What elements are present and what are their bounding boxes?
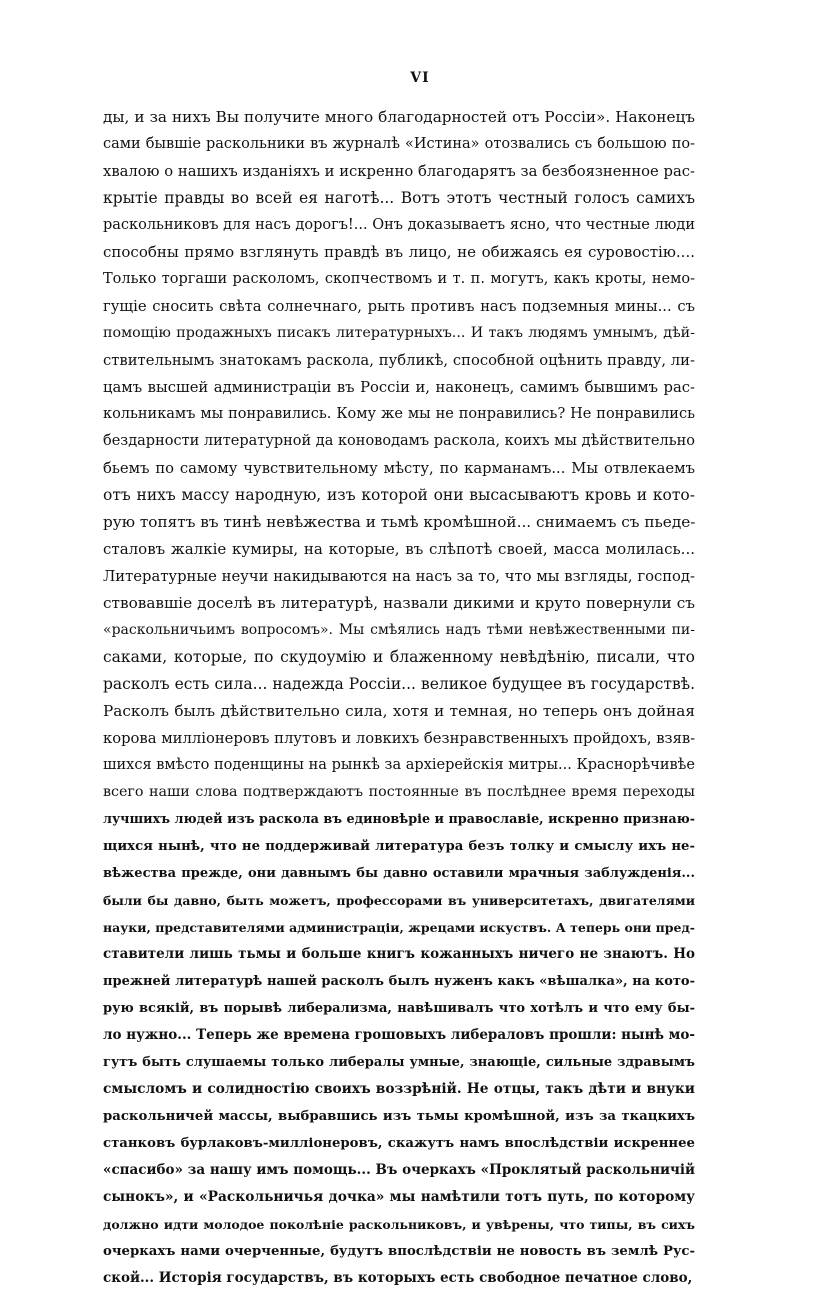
text-line: лучшихъ людей изъ раскола въ единовѣріе и православіе, искренно признаю- xyxy=(103,812,695,827)
text-line: сынокъ», и «Раскольничья дочка» мы намѣтили тотъ путь, по которому xyxy=(103,1189,695,1205)
text-line: рую топятъ въ тинѣ невѣжества и тьмѣ кромѣшной... снимаемъ съ пьеде- xyxy=(103,513,695,531)
text-line: вѣжества прежде, они давнымъ бы давно оставили мрачныя заблужденія... xyxy=(103,866,695,881)
text-line: шихся вмѣсто поденщины на рынкѣ за архіерейскія митры... Краснорѣчивѣе xyxy=(103,757,695,773)
text-line: рую всякій, въ порывѣ либерализма, навѣшивалъ что хотѣлъ и что ему бы- xyxy=(103,1001,695,1016)
text-line: крытіе правды во всей ея наготѣ... Вотъ этотъ честный голосъ самихъ xyxy=(103,189,695,207)
text-line: «спасибо» за нашу имъ помощь... Въ очеркахъ «Проклятый раскольничій xyxy=(103,1162,695,1178)
text-line: сталовъ жалкіе кумиры, на которые, въ слѣпотѣ своей, масса молилась... xyxy=(103,540,695,558)
text-line: бездарности литературной да коноводамъ раскола, коихъ мы дѣйствительно xyxy=(103,433,695,449)
text-line: прежней литературѣ нашей расколъ былъ нуженъ какъ «вѣшалка», на кото- xyxy=(103,974,695,989)
text-line: станковъ бурлаковъ-милліонеровъ, скажутъ намъ впослѣдствіи искреннее xyxy=(103,1136,695,1151)
text-line: расколъ есть сила... надежда Россіи... великое будущее въ государствѣ. xyxy=(103,675,695,693)
body-text xyxy=(103,104,695,1292)
text-line: хвалою о нашихъ изданіяхъ и искренно благодарятъ за безбоязненное рас- xyxy=(103,163,695,180)
text-line: смысломъ и солидностію своихъ воззрѣній. Не отцы, такъ дѣти и внуки xyxy=(103,1081,695,1097)
text-line: ло нужно... Теперь же времена грошовыхъ либераловъ прошли: нынѣ мо- xyxy=(103,1027,695,1043)
text-line: раскольничей массы, выбравшись изъ тьмы кромѣшной, изъ за ткацкихъ xyxy=(103,1109,695,1124)
text-line: должно идти молодое поколѣніе раскольниковъ, и увѣрены, что типы, въ сихъ xyxy=(103,1217,695,1232)
text-line: гущіе сносить свѣта солнечнаго, рыть противъ насъ подземныя мины... съ xyxy=(103,298,695,315)
text-line: очеркахъ нами очерченные, будутъ впослѣдствіи не новость въ землѣ Рус- xyxy=(103,1244,695,1259)
text-line: щихся нынѣ, что не поддерживай литература безъ толку и смыслу ихъ не- xyxy=(103,839,695,854)
text-line: ствительнымъ знатокамъ раскола, публикѣ, способной оцѣнить правду, ли- xyxy=(103,352,695,369)
text-line: были бы давно, быть можетъ, профессорами въ университетахъ, двигателями xyxy=(103,893,695,908)
text-line: сами бывшіе раскольники въ журналѣ «Истина» отозвались съ большою по- xyxy=(103,136,695,152)
text-line: корова милліонеровъ плутовъ и ловкихъ безнравственныхъ пройдохъ, взяв- xyxy=(103,730,695,747)
text-line: Расколъ былъ дѣйствительно сила, хотя и темная, но теперь онъ дойная xyxy=(103,702,695,720)
text-line: цамъ высшей администраціи въ Россіи и, наконецъ, самимъ бывшимъ рас- xyxy=(103,379,695,396)
text-line: раскольниковъ для насъ дорогъ!... Онъ доказываетъ ясно, что честные люди xyxy=(103,217,695,233)
text-line: «раскольничьимъ вопросомъ». Мы смѣялись надъ тѣми невѣжественными пи- xyxy=(103,622,695,638)
text-line: саками, которые, по скудоумію и блаженному невѣдѣнію, писали, что xyxy=(103,648,695,666)
text-line: гутъ быть слушаемы только либералы умные, знающіе, сильные здравымъ xyxy=(103,1055,695,1070)
text-line: бьемъ по самому чувствительному мѣсту, по карманамъ... Мы отвлекаемъ xyxy=(103,460,695,477)
text-line: способны прямо взглянуть правдѣ въ лицо, не обижаясь ея суровостію.... xyxy=(103,243,695,261)
text-line: ды, и за нихъ Вы получите много благодарностей отъ Россіи». Наконецъ xyxy=(103,108,695,126)
text-line: ской... Исторія государствъ, въ которыхъ есть свободное печатное слово, xyxy=(103,1270,693,1286)
text-line: отъ нихъ массу народную, изъ которой они высасываютъ кровь и кото- xyxy=(103,486,695,504)
text-line: всего наши слова подтверждаютъ постоянные въ послѣднее время переходы xyxy=(103,784,695,800)
text-line: ствовавшіе доселѣ въ литературѣ, назвали дикими и круто повернули съ xyxy=(103,594,695,612)
text-line: Только торгаши расколомъ, скопчествомъ и т. п. могутъ, какъ кроты, немо- xyxy=(103,271,695,287)
text-line: Литературные неучи накидываются на насъ за то, что мы взгляды, господ- xyxy=(103,568,695,585)
text-line: помощію продажныхъ писакъ литературныхъ... И такъ людямъ умнымъ, дѣй- xyxy=(103,325,695,341)
text-line: кольникамъ мы понравились. Кому же мы не понравились? Не понравились xyxy=(103,406,695,422)
page-number: VI xyxy=(410,70,430,86)
text-line: науки, представителями администраціи, жрецами искуствъ. А теперь они пред- xyxy=(103,920,695,935)
text-line: ставители лишь тьмы и больше книгъ кожанныхъ ничего не знаютъ. Но xyxy=(103,946,695,962)
